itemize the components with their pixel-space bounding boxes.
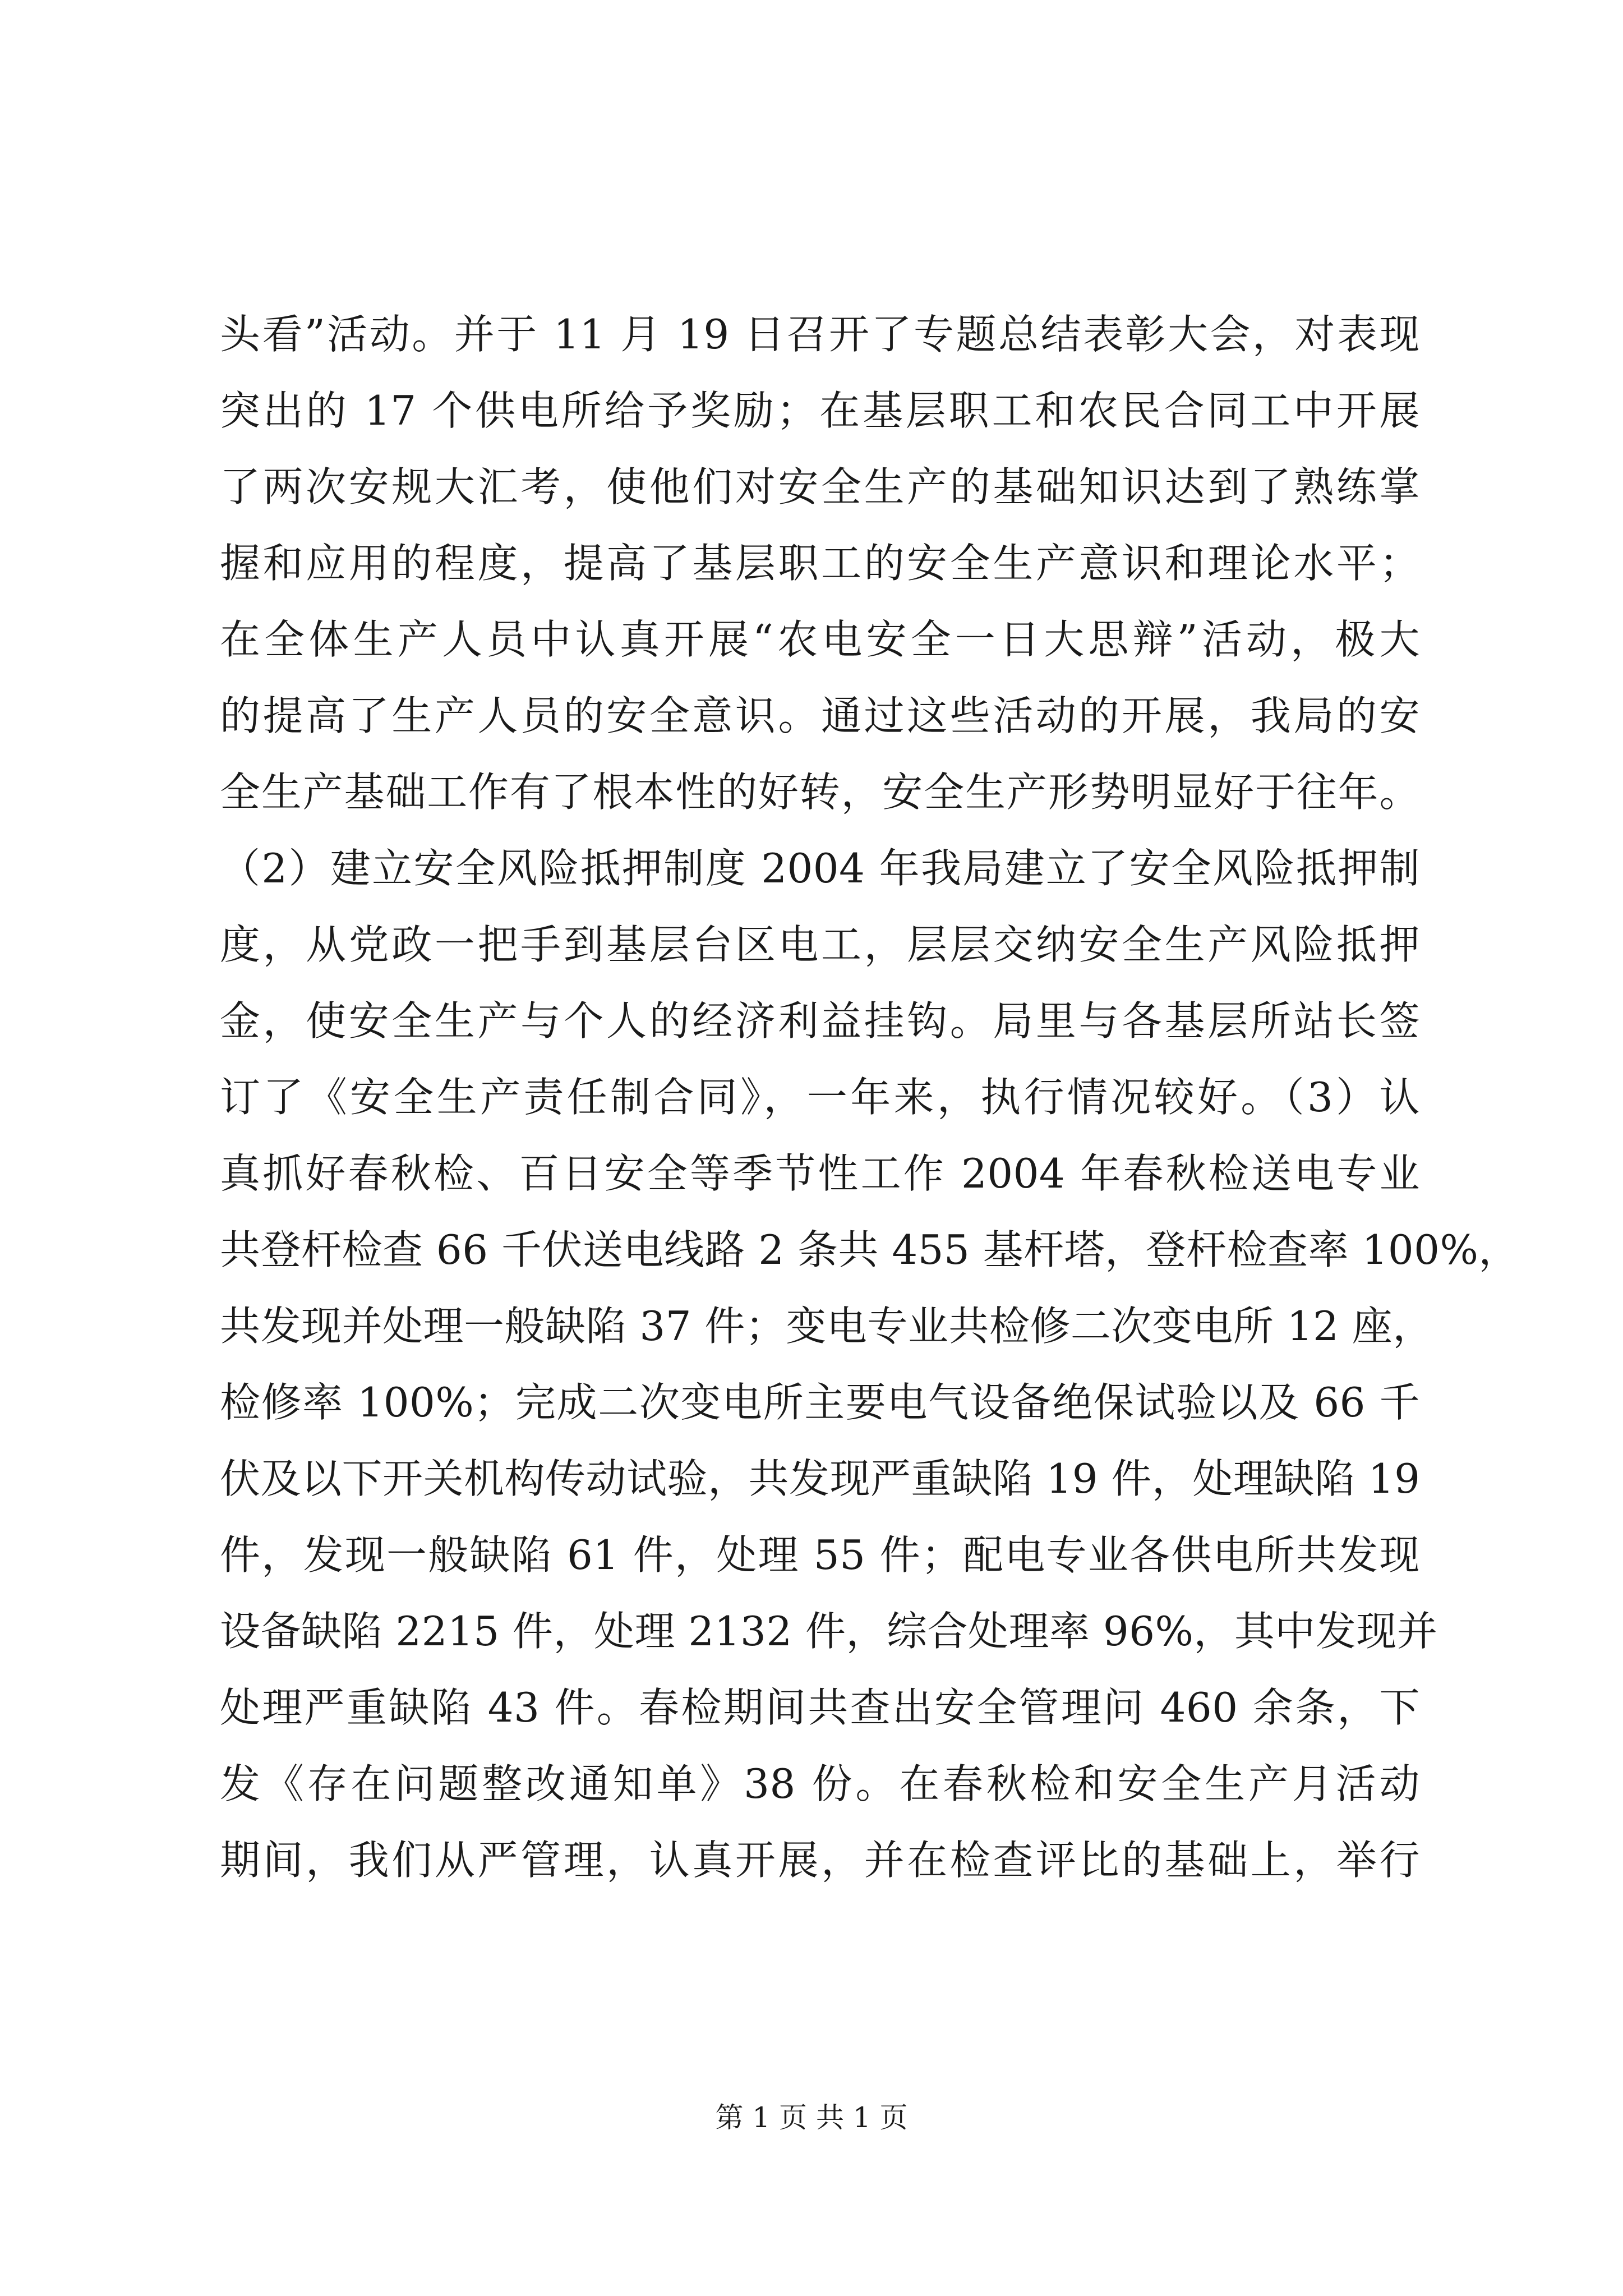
text-line: 突出的 17 个供电所给予奖励；在基层职工和农民合同工中开展 [220,387,1420,434]
text-line: 共发现并处理一般缺陷 37 件；变电专业共检修二次变电所 12 座， [220,1303,1433,1350]
text-line: 伏及以下开关机构传动试验，共发现严重缺陷 19 件，处理缺陷 19 [220,1455,1421,1502]
page-number-label: 第 1 页 共 1 页 [715,2101,908,2134]
text-line: 共登杆检查 66 千伏送电线路 2 条共 455 基杆塔，登杆检查率 100%， [220,1226,1519,1273]
text-line: 真抓好春秋检、百日安全等季节性工作 2004 年春秋检送电专业 [220,1150,1420,1197]
text-line: 设备缺陷 2215 件，处理 2132 件，综合处理率 96%，其中发现并 [220,1608,1438,1655]
text-line: 的提高了生产人员的安全意识。通过这些活动的开展，我局的安 [220,692,1420,739]
text-line: 处理严重缺陷 43 件。春检期间共查出安全管理问 460 余条，下 [220,1684,1420,1731]
text-line: 全生产基础工作有了根本性的好转，安全生产形势明显好于往年。 [220,769,1420,816]
text-line: 握和应用的程度，提高了基层职工的安全生产意识和理论水平； [220,540,1420,587]
text-line: 了两次安规大汇考，使他们对安全生产的基础知识达到了熟练掌 [220,463,1420,510]
text-line: 检修率 100%；完成二次变电所主要电气设备绝保试验以及 66 千 [220,1379,1420,1426]
text-line: 发《存在问题整改通知单》38 份。在春秋检和安全生产月活动 [220,1760,1420,1807]
text-line: 在全体生产人员中认真开展“农电安全一日大思辩”活动，极大 [220,616,1420,663]
text-line: 金，使安全生产与个人的经济利益挂钩。局里与各基层所站长签 [220,997,1420,1045]
page-footer [0,2098,1623,2137]
text-line: （2）建立安全风险抵押制度 2004 年我局建立了安全风险抵押制 [220,845,1420,892]
text-line: 度，从党政一把手到基层台区电工，层层交纳安全生产风险抵押 [220,921,1420,968]
text-line: 期间，我们从严管理，认真开展，并在检查评比的基础上，举行 [220,1837,1420,1884]
text-line: 订了《安全生产责任制合同》，一年来，执行情况较好。（3）认 [220,1074,1420,1121]
body-text [220,296,1519,1898]
text-line: 件，发现一般缺陷 61 件，处理 55 件；配电专业各供电所共发现 [220,1531,1420,1579]
text-line: 头看”活动。并于 11 月 19 日召开了专题总结表彰大会，对表现 [220,311,1420,358]
